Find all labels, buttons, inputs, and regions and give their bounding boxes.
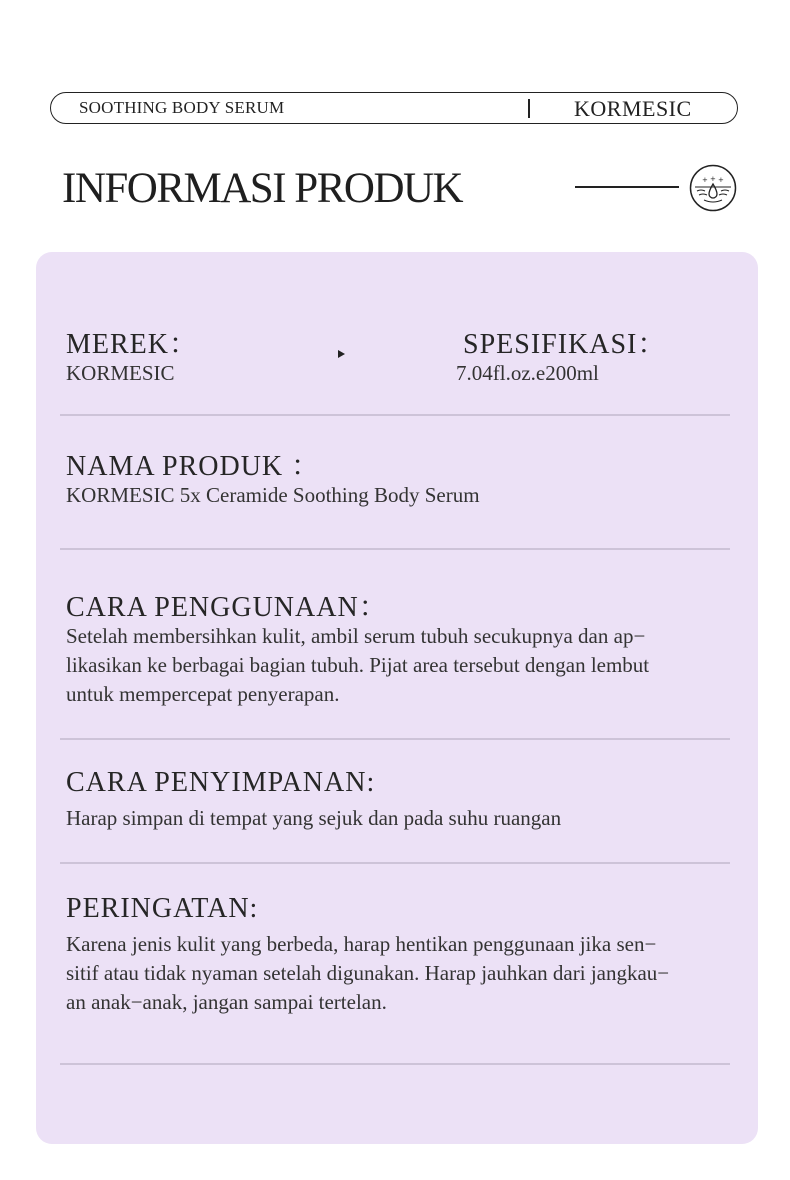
peringatan-line: an anak−anak, jangan sampai tertelan.: [66, 990, 387, 1014]
section-divider: [60, 738, 730, 740]
svg-text:+: +: [718, 176, 724, 184]
header-bar: [50, 92, 738, 124]
header-divider: [528, 99, 530, 118]
svg-text:+: +: [710, 175, 716, 183]
cara-penyimpanan-value: Harap simpan di tempat yang sejuk dan pada suhu ruangan: [66, 806, 562, 830]
water-drop-stars-icon: [689, 164, 737, 212]
svg-text:+: +: [702, 176, 708, 184]
peringatan-line: sitif atau tidak nyaman setelah digunakan. Harap jauhkan dari jangkau−: [66, 961, 670, 985]
cara-penggunaan-line: Setelah membersihkan kulit, ambil serum tubuh secukupnya dan ap−: [66, 624, 646, 648]
cara-penggunaan-line: untuk mempercepat penyerapan.: [66, 682, 340, 706]
pointer-marker: [338, 350, 345, 358]
spesifikasi-label: SPESIFIKASI：: [463, 329, 667, 360]
spesifikasi-value: 7.04fl.oz.e200ml: [456, 361, 599, 385]
cara-penyimpanan-label: CARA PENYIMPANAN:: [66, 767, 376, 798]
merek-label: MEREK：: [66, 329, 199, 360]
header-product-name: SOOTHING BODY SERUM: [79, 98, 285, 117]
section-divider: [60, 862, 730, 864]
cara-penggunaan-label: CARA PENGGUNAAN：: [66, 592, 388, 623]
nama-produk-label: NAMA PRODUK ：: [66, 451, 321, 482]
section-divider: [60, 548, 730, 550]
section-divider: [60, 414, 730, 416]
header-brand-logo: KORMESIC: [574, 96, 692, 121]
section-divider: [60, 1063, 730, 1065]
title-decorative-line: [575, 186, 679, 188]
peringatan-line: Karena jenis kulit yang berbeda, harap hentikan penggunaan jika sen−: [66, 932, 657, 956]
cara-penggunaan-line: likasikan ke berbagai bagian tubuh. Pijat area tersebut dengan lembut: [66, 653, 650, 677]
page-title: INFORMASI PRODUK: [62, 165, 463, 212]
nama-produk-value: KORMESIC 5x Ceramide Soothing Body Serum: [66, 483, 480, 507]
merek-value: KORMESIC: [66, 361, 175, 385]
peringatan-label: PERINGATAN:: [66, 893, 259, 924]
